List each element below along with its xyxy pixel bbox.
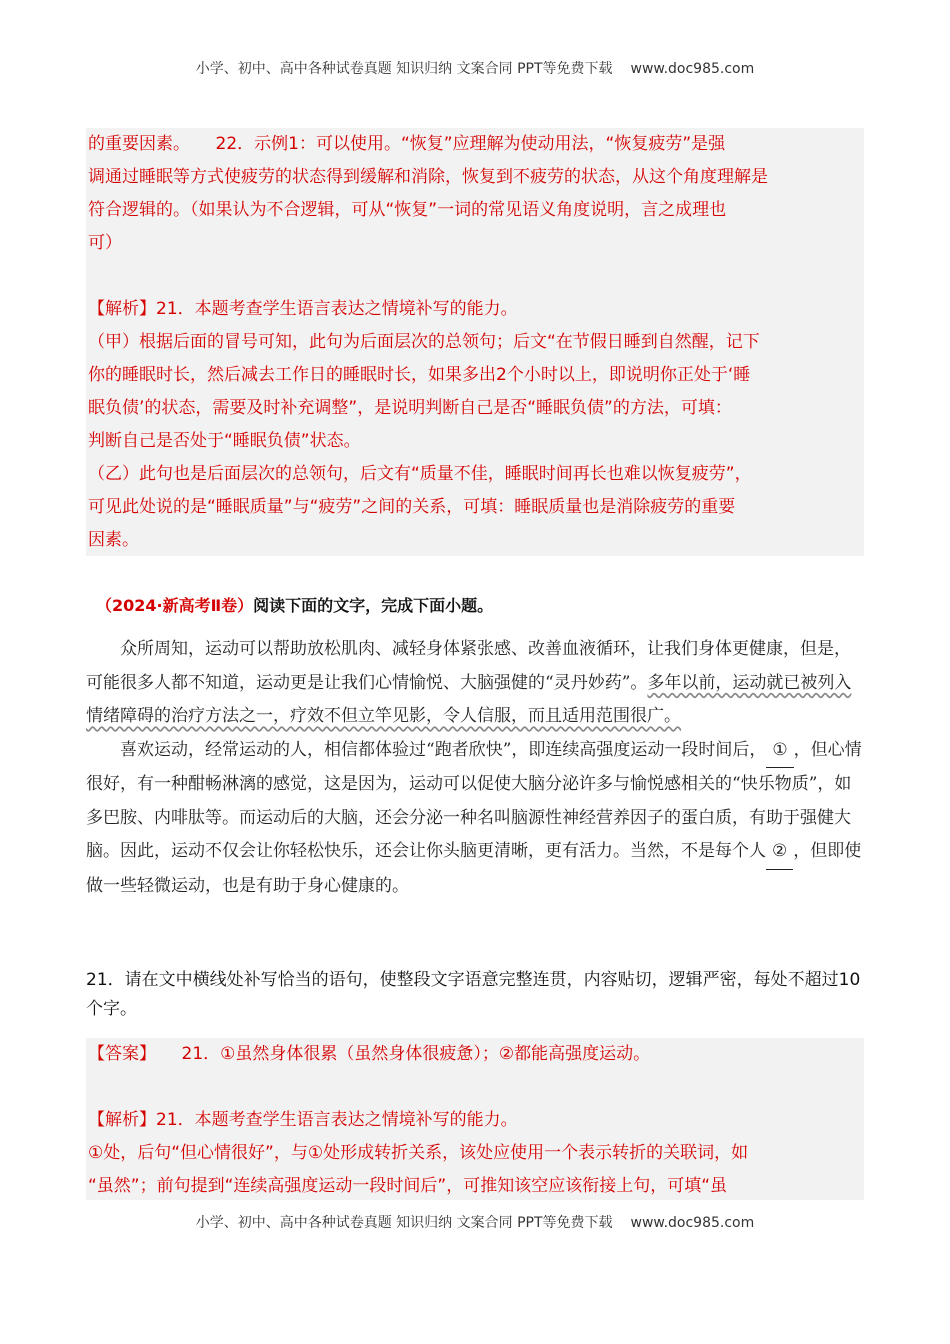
header-text: 小学、初中、高中各种试卷真题 知识归纳 文案合同 PPT等免费下载: [195, 61, 613, 77]
header-url[interactable]: www.doc985.com: [630, 61, 755, 77]
analysis-line: 【解析】21．本题考查学生语言表达之情境补写的能力。: [88, 1110, 518, 1130]
title-text: 阅读下面的文字，完成下面小题。: [253, 596, 494, 615]
exam-source: （2024·新高考Ⅱ卷）: [96, 596, 254, 615]
analysis-line: 因素。: [88, 530, 139, 550]
analysis-line: 你的睡眠时长，然后减去工作日的睡眠时长，如果多出2个小时以上，即说明你正处于‘睡: [88, 365, 751, 385]
analysis-line: ①处，后句“但心情很好”，与①处形成转折关系，该处应使用一个表示转折的关联词，如: [88, 1143, 749, 1163]
answer-line: 的重要因素。 22．示例1：可以使用。“恢复”应理解为使动用法，“恢复疲劳”是强: [88, 134, 726, 154]
answer-line: 符合逻辑的。（如果认为不合逻辑，可从“恢复”一词的常见语义角度说明，言之成理也: [88, 200, 727, 220]
answer-text: 【答案】 21．①虽然身体很累（虽然身体很疲惫）；②都能高强度运动。: [88, 1044, 651, 1064]
analysis-line: （乙）此句也是后面层次的总领句，后文有“质量不佳，睡眠时间再长也难以恢复疲劳”，: [88, 464, 752, 484]
answer-block-previous: [86, 128, 864, 556]
blank-1: ①: [766, 734, 793, 769]
analysis-line: 【解析】21．本题考查学生语言表达之情境补写的能力。: [88, 299, 518, 319]
answer-line: 可）: [88, 233, 122, 253]
analysis-line: （甲）根据后面的冒号可知，此句为后面层次的总领句；后文“在节假日睡到自然醒，记下: [88, 332, 760, 352]
page-header: [0, 58, 950, 78]
passage-paragraph-1: 众所周知，运动可以帮助放松肌肉、减轻身体紧张感、改善血液循环，让我们身体更健康，但是，可能很多人都不知道，运动更是让我们心情愉悦、大脑强健的“灵丹妙药”。多年以前，运动就已被列入情绪障碍的治疗方法之一，疗效不但立竿见影，令人信服，而且适用范围很广。: [86, 639, 852, 726]
analysis-line: 判断自己是否处于“睡眠负债”状态。: [88, 431, 361, 451]
reading-passage: [86, 633, 864, 903]
footer-text: 小学、初中、高中各种试卷真题 知识归纳 文案合同 PPT等免费下载: [195, 1215, 613, 1231]
analysis-line: “虽然”；前句提到“连续高强度运动一段时间后”，可推知该空应该衔接上句，可填“虽: [88, 1176, 728, 1196]
passage-paragraph-2: 喜欢运动，经常运动的人，相信都体验过“跑者欣快”，即连续高强度运动一段时间后， ① ，但心情很好，有一种酣畅淋漓的感觉，这是因为，运动可以促使大脑分泌许多与愉悦感相关的“快乐物质”，如多巴胺、内啡肽等。而运动后的大脑，还会分泌一种名叫脑源性神经营养因子的蛋白质，有助于强健大脑。因此，运动不仅会让你轻松快乐，还会让你头脑更清晰，更有活力。当然，不是每个人 ② ，但即使做一些轻微运动，也是有助于身心健康的。: [86, 734, 864, 904]
question-21: [86, 966, 864, 1024]
analysis-line: 可见此处说的是“睡眠质量”与“疲劳”之间的关系，可填：睡眠质量也是消除疲劳的重要: [88, 497, 736, 517]
answer-block: [86, 1038, 864, 1200]
question-text: 21．请在文中横线处补写恰当的语句，使整段文字语意完整连贯，内容贴切，逻辑严密，每处不超过10个字。: [86, 970, 861, 1019]
footer-url[interactable]: www.doc985.com: [630, 1215, 755, 1231]
blank-2: ②: [766, 835, 793, 870]
page-footer: [0, 1212, 950, 1232]
answer-line: 调通过睡眠等方式使疲劳的状态得到缓解和消除，恢复到不疲劳的状态，从这个角度理解是: [88, 167, 768, 187]
wavy-underlined-sentence: 多年以前，运动就已被列入情绪障碍的治疗方法之一，疗效不但立竿见影，令人信服，而且适用范围很广。: [86, 672, 852, 726]
section-title: [96, 593, 493, 616]
analysis-line: 眠负债’的状态，需要及时补充调整”，是说明判断自己是否“睡眠负债”的方法，可填：: [88, 398, 732, 418]
